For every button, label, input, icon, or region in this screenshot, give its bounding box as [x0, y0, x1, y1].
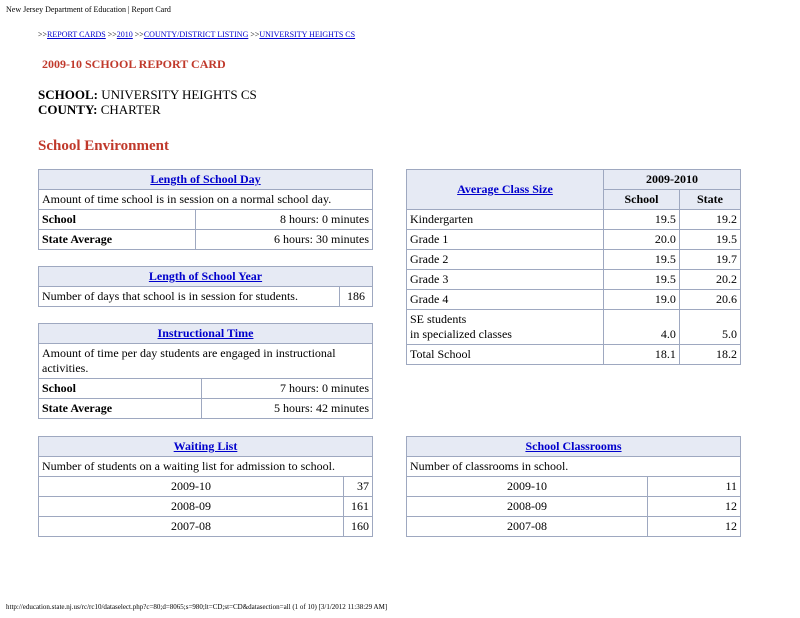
- year-value: 11: [648, 477, 741, 497]
- row-value: 8 hours: 0 minutes: [196, 210, 373, 230]
- year-label: 2007-08: [407, 517, 648, 537]
- section-title: School Environment: [38, 138, 169, 154]
- row-label: School: [39, 210, 196, 230]
- average-class-size-table: [406, 169, 741, 365]
- table-row: [39, 230, 373, 250]
- report-title: 2009-10 SCHOOL REPORT CARD: [42, 57, 226, 71]
- length-school-year-link[interactable]: Length of School Year: [148, 269, 263, 283]
- table-row: [407, 270, 741, 290]
- school-value: 19.0: [604, 290, 680, 310]
- school-classrooms-desc: Number of classrooms in school.: [407, 457, 741, 477]
- row-label: State Average: [39, 230, 196, 250]
- class-size-state-header: State: [679, 190, 740, 210]
- row-label: State Average: [39, 399, 202, 419]
- waiting-list-table: [38, 436, 373, 537]
- school-classrooms-table: [406, 436, 741, 537]
- length-school-day-table: [38, 169, 373, 250]
- breadcrumb: [38, 30, 355, 39]
- table-row: [407, 497, 741, 517]
- row-value: 5 hours: 42 minutes: [202, 399, 373, 419]
- se-state-value: 5.0: [679, 310, 740, 345]
- total-school-value: 18.1: [604, 345, 680, 365]
- year-value: 160: [344, 517, 373, 537]
- instructional-time-link[interactable]: Instructional Time: [157, 326, 254, 340]
- table-row: [39, 210, 373, 230]
- class-size-school-header: School: [604, 190, 680, 210]
- year-label: 2009-10: [407, 477, 648, 497]
- grade-label: Grade 2: [407, 250, 604, 270]
- year-value: 12: [648, 497, 741, 517]
- instructional-time-table: [38, 323, 373, 419]
- state-value: 19.7: [679, 250, 740, 270]
- state-value: 19.2: [679, 210, 740, 230]
- table-row: [407, 290, 741, 310]
- grade-label: Grade 4: [407, 290, 604, 310]
- school-name: UNIVERSITY HEIGHTS CS: [101, 87, 257, 102]
- total-label: Total School: [407, 345, 604, 365]
- row-value: 6 hours: 30 minutes: [196, 230, 373, 250]
- school-label: SCHOOL:: [38, 87, 98, 102]
- grade-label: Kindergarten: [407, 210, 604, 230]
- row-value: 7 hours: 0 minutes: [202, 379, 373, 399]
- length-school-year-table: [38, 266, 373, 307]
- breadcrumb-year[interactable]: 2010: [116, 30, 133, 39]
- table-row: [407, 250, 741, 270]
- county-label: COUNTY:: [38, 102, 98, 117]
- length-school-day-desc: Amount of time school is in session on a normal school day.: [39, 190, 373, 210]
- breadcrumb-school[interactable]: UNIVERSITY HEIGHTS CS: [259, 30, 356, 39]
- year-value: 12: [648, 517, 741, 537]
- year-value: 37: [344, 477, 373, 497]
- school-info: [38, 87, 257, 117]
- length-school-year-desc: Number of days that school is in session for students.: [39, 287, 340, 307]
- county-name: CHARTER: [100, 102, 161, 117]
- grade-label: Grade 3: [407, 270, 604, 290]
- year-label: 2007-08: [39, 517, 344, 537]
- year-value: 161: [344, 497, 373, 517]
- se-students-label: [407, 310, 604, 345]
- table-row: [39, 477, 373, 497]
- length-school-year-value: 186: [340, 287, 373, 307]
- school-classrooms-link[interactable]: School Classrooms: [525, 439, 622, 453]
- class-size-year-header: 2009-2010: [604, 170, 741, 190]
- breadcrumb-report-cards[interactable]: REPORT CARDS: [47, 30, 106, 39]
- table-row: [407, 230, 741, 250]
- breadcrumb-sep: >>: [107, 30, 117, 39]
- breadcrumb-sep: >>: [38, 30, 48, 39]
- page-header: New Jersey Department of Education | Report Card: [6, 5, 171, 14]
- table-row: [407, 310, 741, 345]
- table-row: [39, 399, 373, 419]
- table-row: [407, 210, 741, 230]
- table-row: [407, 345, 741, 365]
- average-class-size-link[interactable]: Average Class Size: [457, 182, 553, 196]
- table-row: [39, 379, 373, 399]
- page-footer-url: http://education.state.nj.us/rc/rc10/dataselect.php?c=80;d=8065;s=980;lt=CD;st=CD&datasection=all (1 of 10) [3/1/2012 11:38:29 AM]: [6, 603, 388, 611]
- instructional-time-desc: Amount of time per day students are engaged in instructional activities.: [39, 344, 373, 379]
- total-state-value: 18.2: [679, 345, 740, 365]
- se-label-line-1: SE students: [410, 312, 467, 326]
- school-value: 19.5: [604, 270, 680, 290]
- length-school-day-link[interactable]: Length of School Day: [150, 172, 261, 186]
- year-label: 2008-09: [407, 497, 648, 517]
- table-row: [407, 517, 741, 537]
- breadcrumb-county-listing[interactable]: COUNTY/DISTRICT LISTING: [143, 30, 249, 39]
- table-row: [39, 517, 373, 537]
- table-row: [39, 287, 373, 307]
- school-value: 19.5: [604, 210, 680, 230]
- waiting-list-link[interactable]: Waiting List: [173, 439, 238, 453]
- year-label: 2008-09: [39, 497, 344, 517]
- state-value: 20.6: [679, 290, 740, 310]
- table-row: [39, 497, 373, 517]
- se-school-value: 4.0: [604, 310, 680, 345]
- state-value: 20.2: [679, 270, 740, 290]
- waiting-list-desc: Number of students on a waiting list for admission to school.: [39, 457, 373, 477]
- breadcrumb-sep: >>: [250, 30, 260, 39]
- breadcrumb-sep: >>: [134, 30, 144, 39]
- table-row: [407, 477, 741, 497]
- grade-label: Grade 1: [407, 230, 604, 250]
- se-label-line-2: in specialized classes: [410, 327, 512, 341]
- school-value: 19.5: [604, 250, 680, 270]
- state-value: 19.5: [679, 230, 740, 250]
- row-label: School: [39, 379, 202, 399]
- school-value: 20.0: [604, 230, 680, 250]
- year-label: 2009-10: [39, 477, 344, 497]
